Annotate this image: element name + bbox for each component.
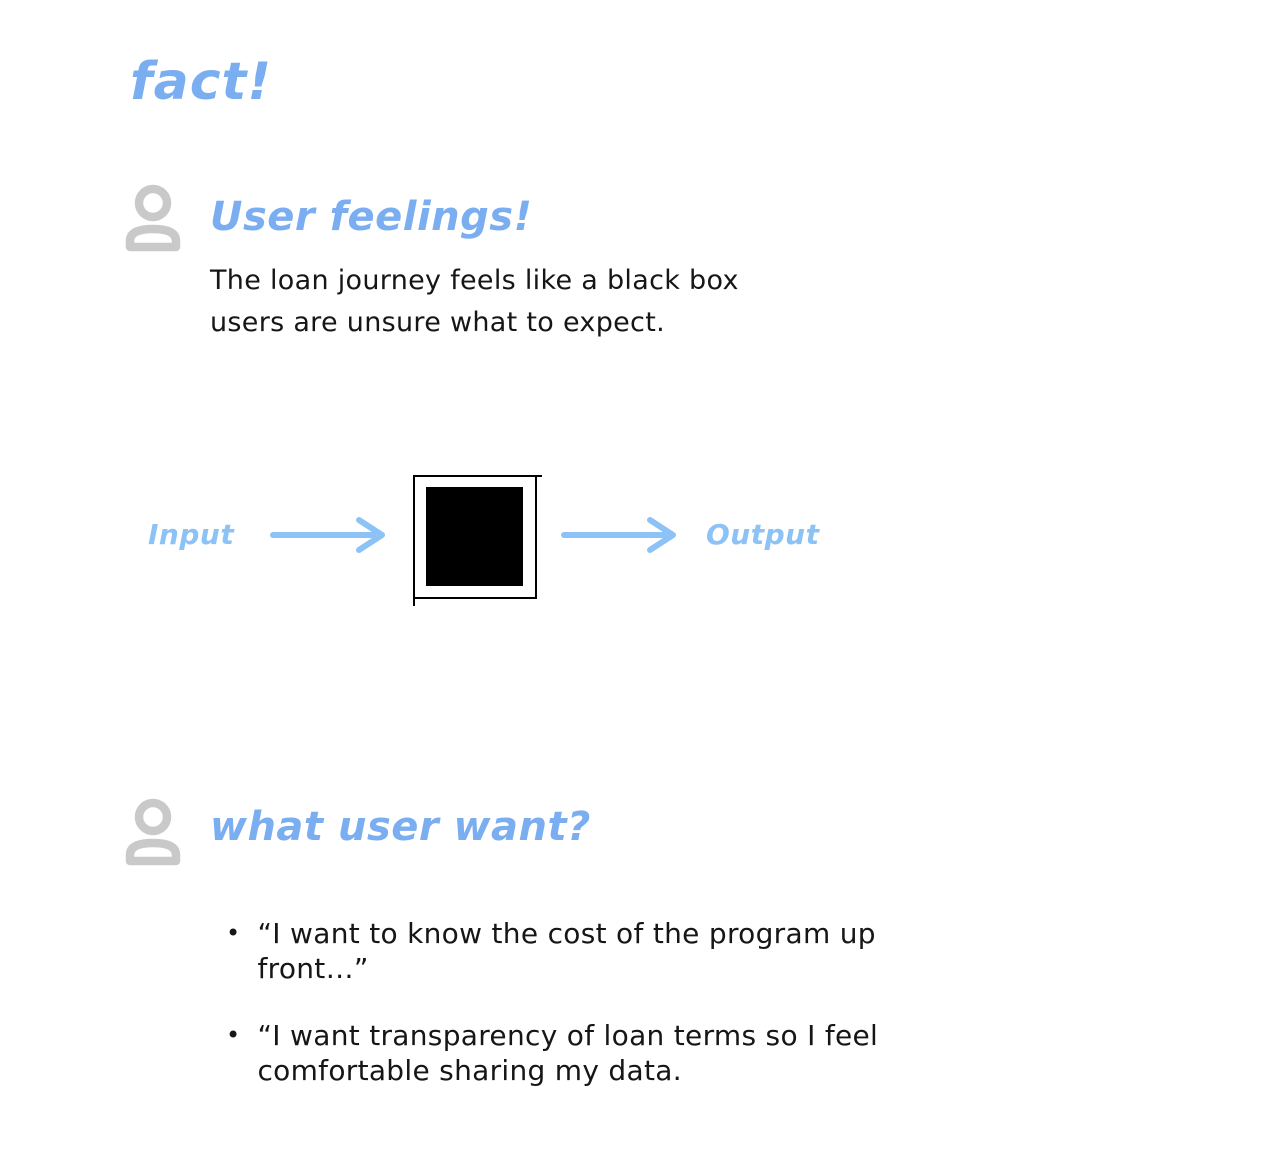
list-item	[226, 1018, 878, 1088]
description-line: The loan journey feels like a black box	[210, 265, 739, 296]
user-feelings-description	[210, 260, 739, 344]
diagram-input-label: Input	[148, 518, 235, 551]
black-box-fill	[426, 487, 523, 586]
diagram-output-label: Output	[706, 518, 820, 551]
section-heading-what-user-want: what user want?	[210, 804, 591, 850]
quote-line: “I want transparency of loan terms so I feel	[257, 1019, 879, 1052]
quote-line: comfortable sharing my data.	[257, 1054, 682, 1087]
bullet-icon: •	[226, 1021, 241, 1049]
person-icon	[122, 184, 184, 254]
list-item	[226, 916, 878, 986]
bullet-icon: •	[226, 919, 241, 947]
quote-text	[257, 1018, 878, 1088]
quote-line: “I want to know the cost of the program up	[257, 917, 876, 950]
arrow-right-icon	[560, 515, 686, 555]
user-wants-list	[226, 916, 878, 1120]
quote-line: front…”	[257, 952, 369, 985]
section-heading-user-feelings: User feelings!	[210, 194, 533, 240]
description-line: users are unsure what to expect.	[210, 307, 665, 338]
quote-text	[257, 916, 875, 986]
page-title: fact!	[130, 52, 273, 112]
arrow-right-icon	[269, 515, 395, 555]
person-icon	[122, 798, 184, 868]
black-box-shape	[413, 475, 537, 599]
